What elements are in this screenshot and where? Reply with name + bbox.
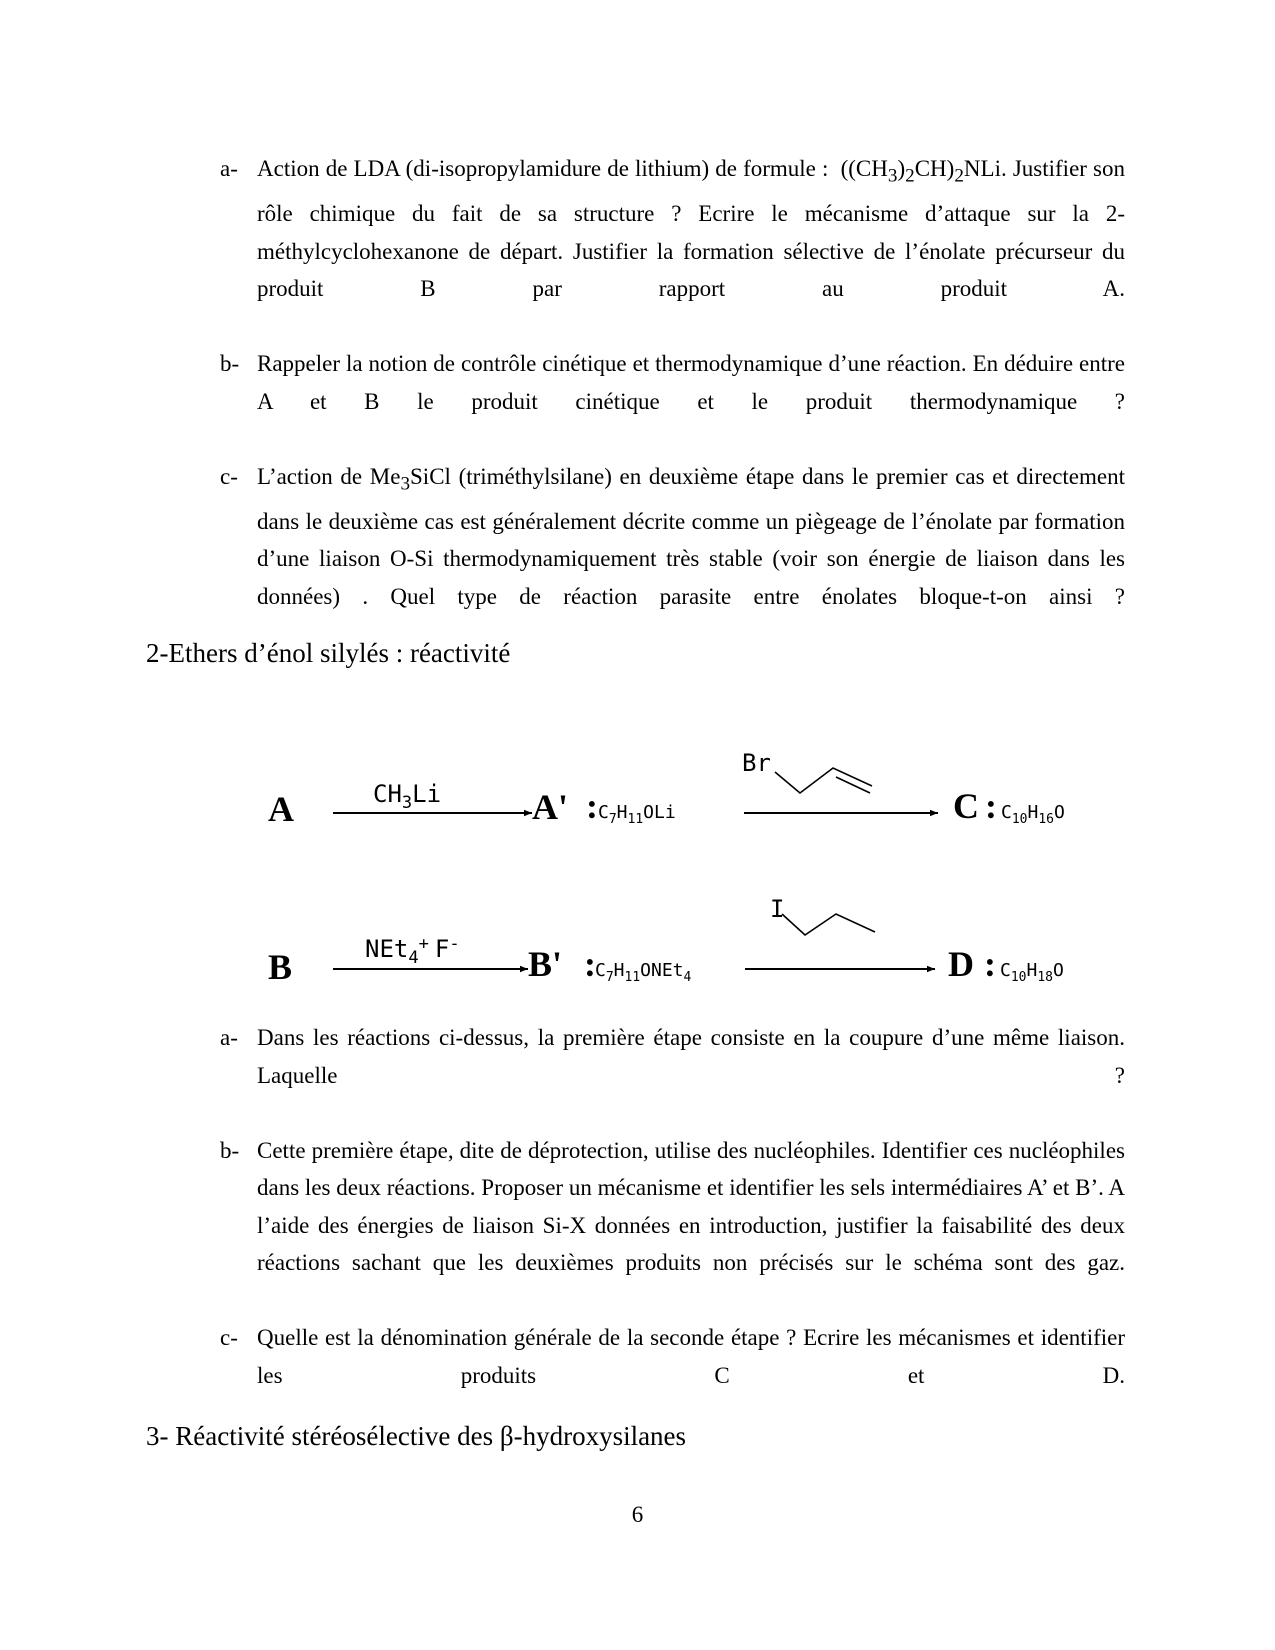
question-letter: b- bbox=[220, 351, 240, 377]
question-letter: c- bbox=[220, 463, 238, 489]
reagent-iodopropane-i: I bbox=[770, 895, 785, 923]
formula-a-prime: $C_7H_{11}OLi$ bbox=[598, 802, 676, 827]
question-item bbox=[220, 458, 1125, 653]
colon: : bbox=[586, 786, 598, 826]
question-item bbox=[220, 345, 1125, 458]
section-heading: 2-Ethers d’énol silylés : réactivité bbox=[146, 638, 511, 668]
question-text: Dans les réactions ci-dessus, la première étape consiste en la coupure d’une même liaison. Laquelle ? bbox=[257, 1025, 1125, 1088]
section-heading: 3- Réactivité stéréosélective des β-hydroxysilanes bbox=[146, 1421, 687, 1451]
compound-b-label: B bbox=[268, 947, 293, 987]
product-d-label: D bbox=[948, 944, 974, 984]
allyl-skeleton-icon bbox=[775, 768, 872, 793]
question-item bbox=[220, 1319, 1125, 1432]
reagent-allyl-bromide-br: Br bbox=[742, 749, 771, 777]
reagent-net4-f: NEt$_4$+ F- bbox=[365, 934, 460, 968]
question-text: Cette première étape, dite de déprotection, utilise des nucléophiles. Identifier ces nucléophiles dans les deux réactions. Proposer un mécanisme et identifier les sels intermédiaires A’ et B’. A l’aide des énergies de liaison Si-X données en introduction, justifier la faisabilité des deux réactions sachant que les deuxièmes produits non précisés sur le schéma sont des gaz. bbox=[257, 1137, 1125, 1275]
question-text: Quelle est la dénomination générale de la seconde étape ? Ecrire les mécanismes et identifier les produits C et D. bbox=[257, 1325, 1125, 1388]
question-text: Rappeler la notion de contrôle cinétique et thermodynamique d’une réaction. En déduire entre A et B le produit cinétique et le produit thermodynamique ? bbox=[257, 351, 1125, 414]
question-item bbox=[220, 1019, 1125, 1132]
section2-question-list bbox=[220, 1019, 1125, 1432]
colon: : bbox=[584, 944, 596, 984]
propyl-skeleton-icon bbox=[782, 914, 875, 935]
formula-d: $C_{10}H_{18}O$ bbox=[1000, 960, 1064, 985]
question-text: Action de LDA (di-isopropylamidure de lithium) de formule : $((CH_3)_2CH)_2NLi$. Justifier son rôle chimique du fait de sa structure ? Ecrire le mécanisme d’attaque sur la 2-méthylcyclohexanone de départ. Justifier la formation sélective de l’énolate précurseur du produit B par rapport au produit A. bbox=[257, 156, 1125, 302]
formula-c: $C_{10}H_{16}O$ bbox=[1001, 802, 1065, 827]
question-text: L’action de $Me_3SiCl$ (triméthylsilane) en deuxième étape dans le premier cas et directement dans le deuxième cas est généralement décrite comme un piègeage de l’énolate par formation d’une liaison O-Si thermodynamiquement très stable (voir son énergie de liaison dans les données) . Quel type de réaction parasite entre énolates bloque-t-on ainsi ? bbox=[257, 463, 1125, 609]
colon: : bbox=[985, 786, 997, 826]
question-letter: a- bbox=[220, 1025, 238, 1050]
reagent-ch3li: $CH_3Li$ bbox=[373, 780, 442, 813]
colon: : bbox=[984, 944, 996, 984]
section1-question-list bbox=[220, 150, 1125, 653]
product-c-label: C bbox=[953, 786, 979, 826]
page-number: 6 bbox=[631, 1502, 644, 1527]
compound-a-label: A bbox=[268, 789, 294, 829]
question-item bbox=[220, 150, 1125, 345]
formula-b-prime: $C_7H_{11}ONEt_4$ bbox=[595, 960, 692, 985]
question-letter: b- bbox=[220, 1137, 240, 1163]
intermediate-b-prime-label: B' bbox=[528, 944, 563, 984]
allyl-double-bond bbox=[836, 777, 870, 793]
question-letter: c- bbox=[220, 1325, 238, 1350]
intermediate-a-prime-label: A' bbox=[532, 787, 568, 827]
question-item bbox=[220, 1132, 1125, 1320]
question-letter: a- bbox=[220, 156, 238, 181]
